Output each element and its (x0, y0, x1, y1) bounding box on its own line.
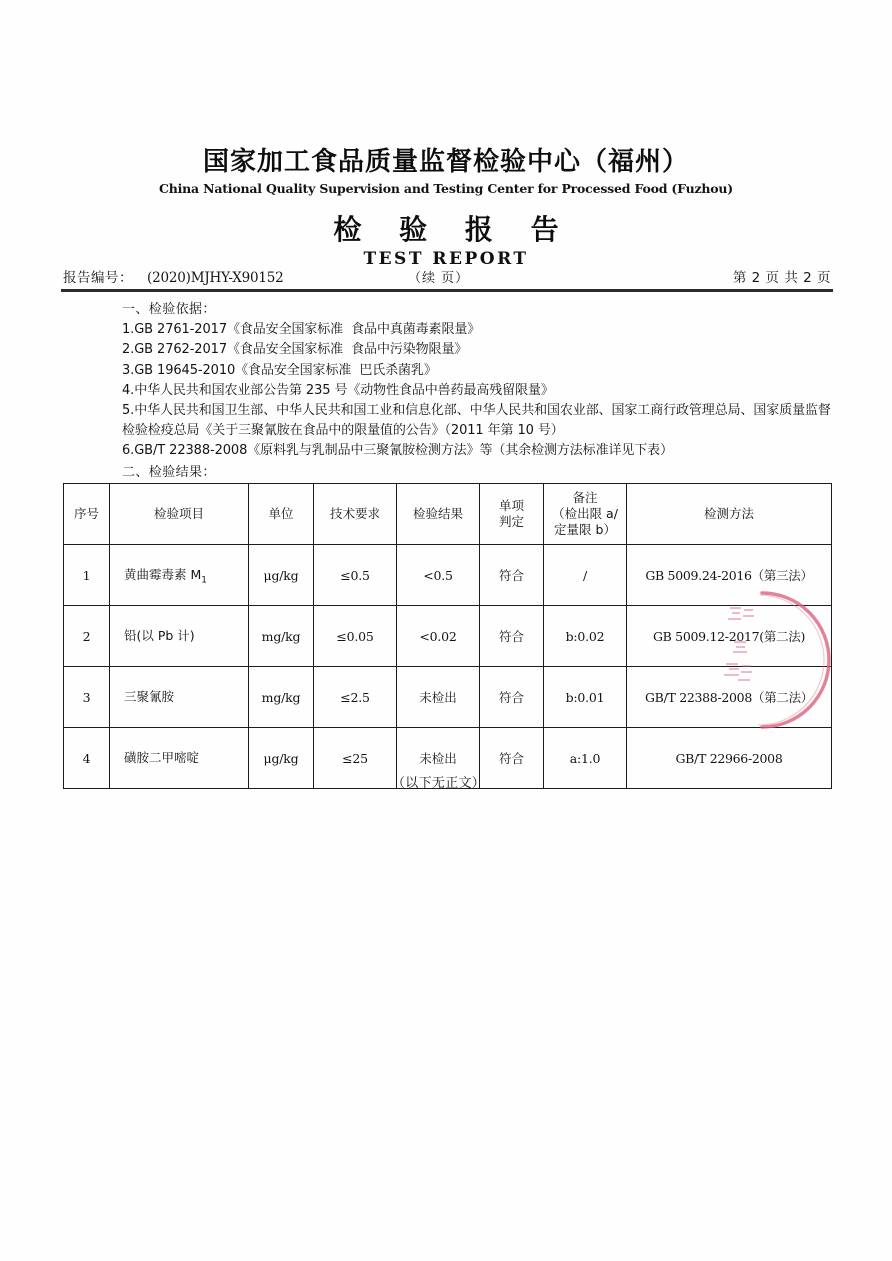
cell-judgement: 符合 (480, 667, 544, 728)
column-header-result: 检验结果 (397, 484, 480, 545)
cell-no: 2 (64, 606, 110, 667)
continued-page-marker: （续 页） (408, 271, 470, 286)
header-divider (61, 289, 833, 292)
cell-method: GB 5009.24-2016（第三法） (627, 545, 832, 606)
column-header-item: 检验项目 (110, 484, 249, 545)
cell-requirement: ≤25 (314, 728, 397, 789)
cell-item (110, 606, 249, 667)
table-row (64, 545, 832, 606)
cell-method: GB/T 22388-2008（第二法） (627, 667, 832, 728)
cell-no: 3 (64, 667, 110, 728)
cell-judgement: 符合 (480, 545, 544, 606)
test-results-table (63, 483, 832, 789)
basis-item: 2.GB 2762-2017《食品安全国家标准 食品中污染物限量》 (122, 342, 468, 358)
cell-remark: a:1.0 (544, 728, 627, 789)
basis-item: 1.GB 2761-2017《食品安全国家标准 食品中真菌毒素限量》 (122, 322, 481, 338)
report-number-value: (2020)MJHY-X90152 (147, 270, 284, 286)
cell-unit: mg/kg (249, 667, 314, 728)
document-title-en: TEST REPORT (363, 248, 529, 269)
basis-item: 4.中华人民共和国农业部公告第 235 号《动物性食品中兽药最高残留限量》 (122, 382, 554, 398)
report-number-label: 报告编号： (63, 270, 133, 286)
cell-requirement: ≤0.05 (314, 606, 397, 667)
table-body (64, 545, 832, 789)
cell-remark: / (544, 545, 627, 606)
judgement-header-line2: 判定 (498, 514, 524, 529)
report-number (63, 266, 284, 286)
remark-header-line2: （检出限 a/ (552, 506, 618, 521)
column-header-method: 检测方法 (627, 484, 832, 545)
cell-item-subscript: 1 (201, 575, 207, 586)
results-section-title: 二、检验结果： (122, 465, 216, 480)
remark-header-line3: 定量限 b） (554, 522, 616, 537)
cell-item (110, 667, 249, 728)
cell-judgement: 符合 (480, 728, 544, 789)
column-header-no: 序号 (64, 484, 110, 545)
document-title-cn: 检 验 报 告 (333, 212, 573, 246)
cell-remark: b:0.02 (544, 606, 627, 667)
column-header-unit: 单位 (249, 484, 314, 545)
cell-unit: μg/kg (249, 545, 314, 606)
column-header-requirement: 技术要求 (314, 484, 397, 545)
table-row (64, 606, 832, 667)
basis-item: 3.GB 19645-2010《食品安全国家标准 巴氏杀菌乳》 (122, 362, 437, 378)
end-of-text-note: （以下无正文） (392, 776, 486, 791)
cell-item (110, 728, 249, 789)
table-header-row (64, 484, 832, 545)
remark-header-line1: 备注 (572, 490, 598, 505)
basis-item: 5.中华人民共和国卫生部、中华人民共和国工业和信息化部、中华人民共和国农业部、国家工商行政管理总局、国家质量监督检验检疫总局《关于三聚氰胺在食品中的限量值的公告》（2011 年第 10 号） (122, 403, 831, 439)
cell-item-text: 三聚氰胺 (124, 688, 175, 704)
cell-requirement: ≤0.5 (314, 545, 397, 606)
cell-no: 1 (64, 545, 110, 606)
cell-item (110, 545, 249, 606)
cell-result: 未检出 (397, 667, 480, 728)
organization-name-en: China National Quality Supervision and Testing Center for Processed Food (Fuzhou) (158, 180, 734, 196)
cell-item-text: 黄曲霉毒素 M (124, 566, 202, 582)
cell-no: 4 (64, 728, 110, 789)
basis-item: 6.GB/T 22388-2008《原料乳与乳制品中三聚氰胺检测方法》等（其余检测方法标准详见下表） (122, 443, 673, 459)
column-header-judgement (480, 484, 544, 545)
cell-method: GB 5009.12-2017(第二法) (627, 606, 832, 667)
column-header-remark (544, 484, 627, 545)
organization-name-cn: 国家加工食品质量监督检验中心（福州） (202, 147, 689, 177)
report-meta-row (63, 266, 831, 288)
cell-item-text: 铅(以 Pb 计) (124, 627, 195, 643)
cell-result: <0.02 (397, 606, 480, 667)
cell-unit: μg/kg (249, 728, 314, 789)
inspection-basis-section (122, 300, 834, 462)
cell-result: <0.5 (397, 545, 480, 606)
judgement-header-line1: 单项 (498, 498, 524, 513)
page-number-info: 第 2 页 共 2 页 (732, 270, 831, 286)
cell-result: 未检出 (397, 728, 480, 789)
cell-remark: b:0.01 (544, 667, 627, 728)
cell-unit: mg/kg (249, 606, 314, 667)
cell-judgement: 符合 (480, 606, 544, 667)
cell-requirement: ≤2.5 (314, 667, 397, 728)
cell-item-text: 磺胺二甲嘧啶 (124, 749, 200, 765)
document-header (0, 148, 892, 269)
cell-method: GB/T 22966-2008 (627, 728, 832, 789)
table-row (64, 667, 832, 728)
basis-section-title: 一、检验依据： (122, 302, 216, 317)
